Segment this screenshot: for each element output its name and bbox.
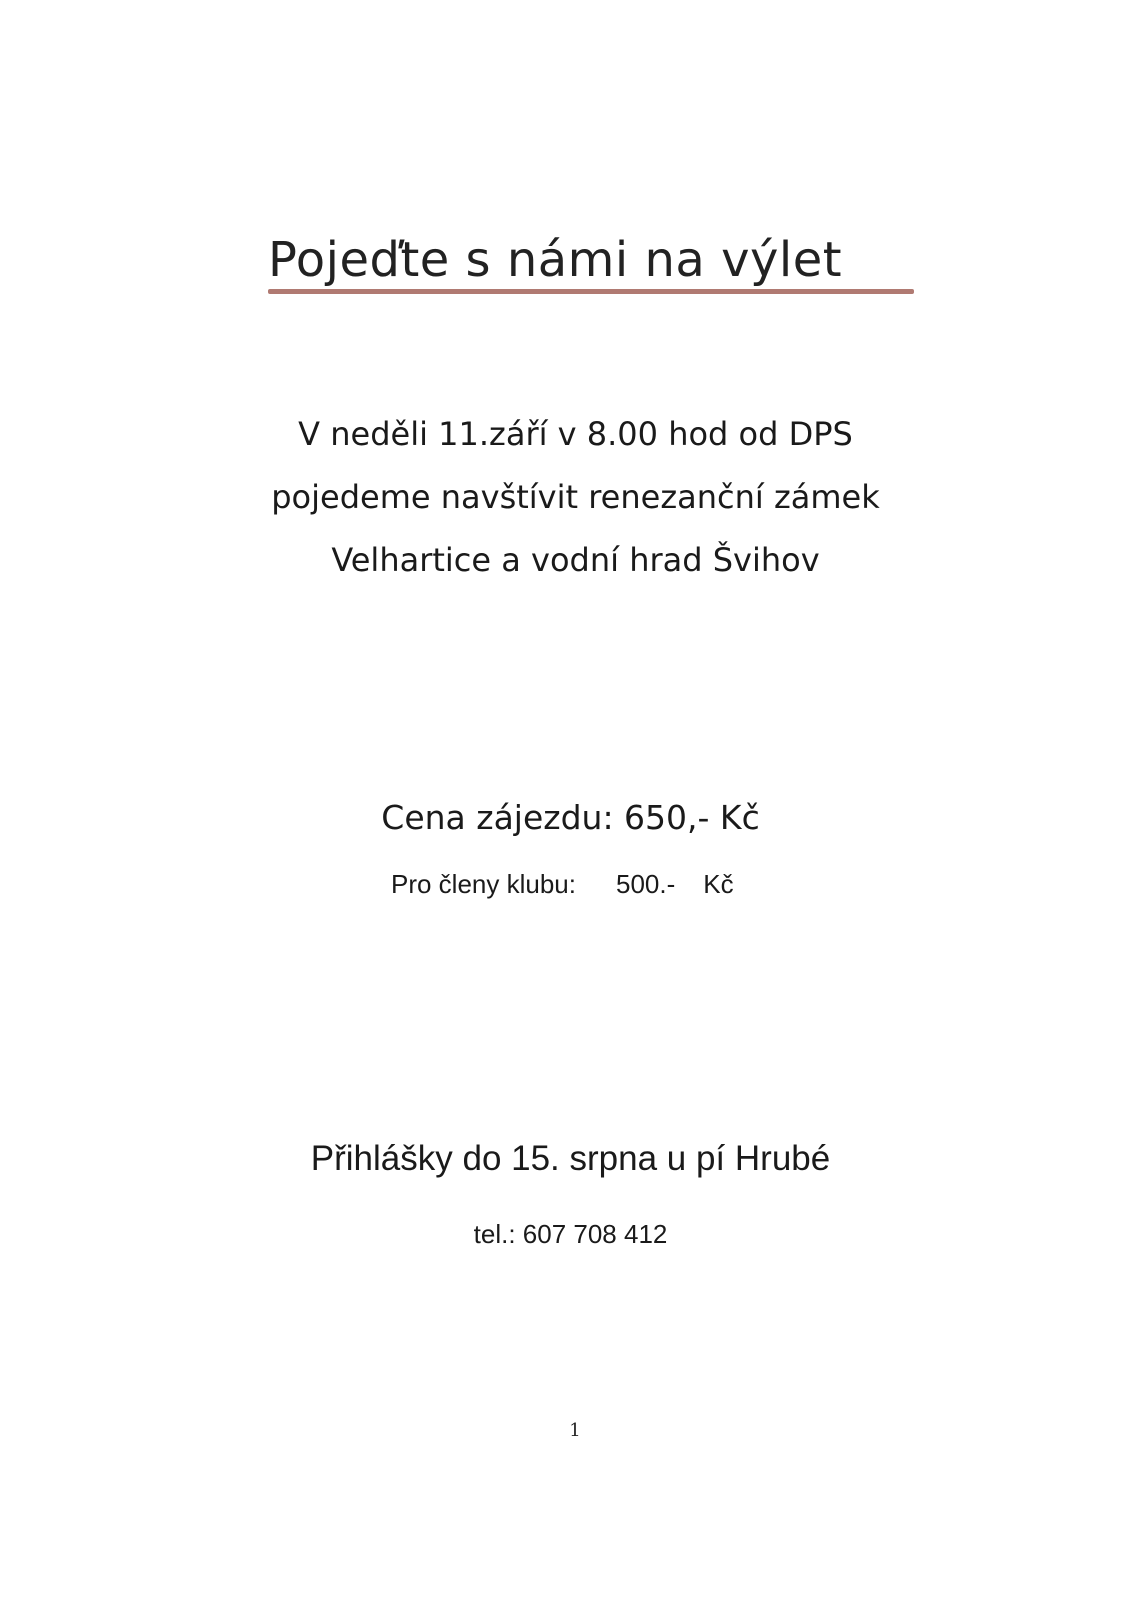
title-block [268,232,918,288]
trip-price: Cena zájezdu: 650,- Kč [381,798,760,837]
intro-line-3: Velhartice a vodní hrad Švihov [331,541,820,579]
title-underline [268,289,914,294]
intro-line-1: V neděli 11.září v 8.00 hod od DPS [298,415,853,453]
member-price [391,868,734,900]
member-price-label: Pro členy klubu: [391,869,576,899]
member-price-currency: Kč [703,869,734,899]
page-number: 1 [569,1420,581,1441]
signup-deadline: Přihlášky do 15. srpna u pí Hrubé [310,1139,831,1178]
intro-line-2: pojedeme navštívit renezanční zámek [271,478,880,516]
contact-phone: tel.: 607 708 412 [473,1219,668,1249]
member-price-amount: 500.- [615,869,676,899]
page-title: Pojeďte s námi na výlet [268,232,843,288]
